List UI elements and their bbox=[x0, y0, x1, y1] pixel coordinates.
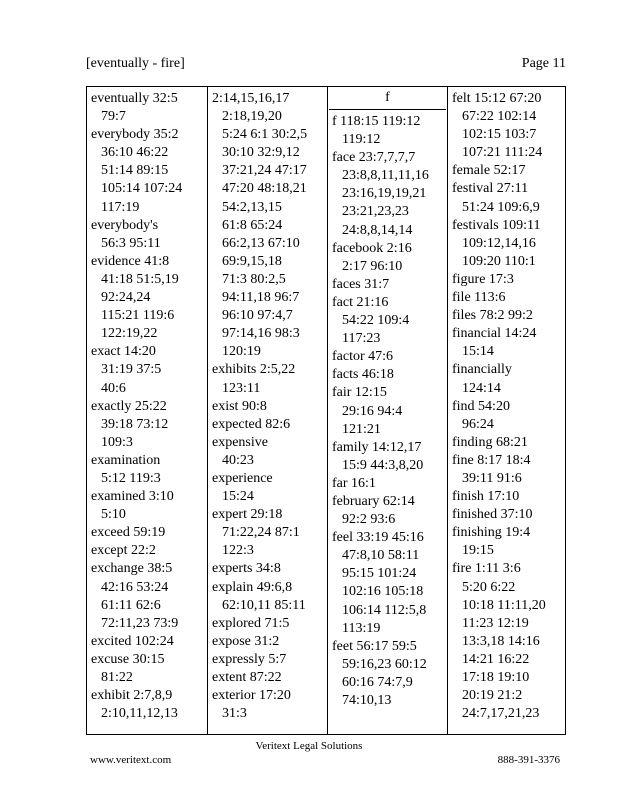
index-entry bbox=[452, 398, 567, 434]
index-entry bbox=[91, 560, 207, 632]
index-page-refs: 66:2,13 67:10 bbox=[222, 235, 300, 251]
index-term: feet 56:17 59:5 bbox=[332, 638, 417, 654]
index-term: exceed 59:19 bbox=[91, 525, 166, 541]
index-page-refs: 106:14 112:5,8 bbox=[342, 602, 427, 618]
index-page-refs: 42:16 53:24 bbox=[101, 579, 169, 595]
index-term: finishing 19:4 bbox=[452, 525, 531, 541]
index-term: face 23:7,7,7,7 bbox=[332, 150, 416, 166]
index-page-refs: 120:19 bbox=[222, 344, 261, 360]
index-page-refs: 109:12,14,16 bbox=[462, 235, 536, 251]
index-page-refs: 10:18 11:11,20 bbox=[462, 597, 546, 613]
index-term: experts 34:8 bbox=[212, 561, 281, 577]
index-entry bbox=[332, 475, 447, 493]
index-term: file 113:6 bbox=[452, 290, 506, 306]
index-entry bbox=[212, 90, 327, 361]
index-term: finished 37:10 bbox=[452, 507, 533, 523]
index-page-refs: 123:11 bbox=[222, 380, 261, 396]
index-entry bbox=[212, 416, 327, 434]
index-page-refs: 36:10 46:22 bbox=[101, 145, 169, 161]
index-term: explored 71:5 bbox=[212, 615, 290, 631]
index-page-refs: 39:18 73:12 bbox=[101, 416, 169, 432]
index-page-refs: 102:15 103:7 bbox=[462, 127, 537, 143]
index-page-refs: 11:23 12:19 bbox=[462, 615, 529, 631]
index-term: exchange 38:5 bbox=[91, 561, 173, 577]
index-term: find 54:20 bbox=[452, 398, 510, 414]
index-term: excited 102:24 bbox=[91, 633, 174, 649]
index-entry bbox=[212, 506, 327, 560]
index-page-refs: 40:6 bbox=[101, 380, 126, 396]
index-page-refs: 109:20 110:1 bbox=[462, 253, 536, 269]
index-page-refs: 115:21 119:6 bbox=[101, 308, 175, 324]
index-page-refs: 72:11,23 73:9 bbox=[101, 615, 179, 631]
index-entry bbox=[332, 276, 447, 294]
index-entry bbox=[91, 90, 207, 126]
page-number: Page 11 bbox=[521, 56, 566, 71]
index-entry bbox=[212, 560, 327, 578]
index-page-refs: 113:19 bbox=[342, 620, 381, 636]
index-page-refs: 24:7,17,21,23 bbox=[462, 706, 540, 722]
index-term: faces 31:7 bbox=[332, 276, 390, 292]
footer-website: www.veritext.com bbox=[90, 754, 172, 766]
index-entry bbox=[452, 488, 567, 506]
index-term: exist 90:8 bbox=[212, 398, 267, 414]
index-page-refs: 54:2,13,15 bbox=[222, 199, 282, 215]
footer-company: Veritext Legal Solutions bbox=[255, 740, 363, 752]
index-entry bbox=[332, 439, 447, 475]
index-page-refs: 23:8,8,11,11,16 bbox=[342, 168, 429, 184]
index-term: except 22:2 bbox=[91, 543, 156, 559]
index-page-refs: 31:3 bbox=[222, 706, 247, 722]
index-entry bbox=[452, 524, 567, 560]
index-entry bbox=[91, 524, 207, 542]
index-term: excuse 30:15 bbox=[91, 651, 165, 667]
index-term: expected 82:6 bbox=[212, 416, 291, 432]
section-letter-box: f bbox=[329, 87, 446, 110]
index-table bbox=[86, 86, 566, 735]
index-page-refs: 15:24 bbox=[222, 489, 254, 505]
index-entry bbox=[452, 452, 567, 488]
index-column-2 bbox=[208, 87, 327, 723]
index-term: f 118:15 119:12 bbox=[332, 114, 421, 129]
index-page-refs: 2:18,19,20 bbox=[222, 109, 282, 125]
index-page-refs: 81:22 bbox=[101, 670, 133, 685]
index-term: festival 27:11 bbox=[452, 181, 529, 197]
index-term: expert 29:18 bbox=[212, 507, 283, 523]
index-page-refs: 92:24,24 bbox=[101, 290, 151, 306]
index-page-refs: 119:12 bbox=[342, 132, 381, 148]
index-term: factor 47:6 bbox=[332, 349, 394, 365]
index-page-refs: 31:19 37:5 bbox=[101, 362, 162, 378]
index-page-refs: 5:24 6:1 30:2,5 bbox=[222, 127, 308, 143]
index-entry bbox=[212, 434, 327, 470]
index-page-refs: 39:11 91:6 bbox=[462, 470, 522, 486]
index-page-refs: 5:10 bbox=[101, 507, 126, 523]
index-term: experience bbox=[212, 470, 273, 486]
index-entry bbox=[332, 529, 447, 638]
index-entry bbox=[452, 90, 567, 162]
index-entry bbox=[332, 294, 447, 348]
index-page-refs: 96:24 bbox=[462, 416, 494, 432]
index-entry bbox=[452, 361, 567, 397]
index-page-refs: 2:17 96:10 bbox=[342, 258, 403, 274]
index-term: examination bbox=[91, 452, 161, 468]
index-term: finding 68:21 bbox=[452, 434, 528, 450]
index-entry bbox=[452, 307, 567, 325]
index-term: evidence 41:8 bbox=[91, 253, 170, 269]
index-page-refs: 15:9 44:3,8,20 bbox=[342, 457, 424, 473]
index-term: everybody 35:2 bbox=[91, 127, 179, 143]
index-page-refs: 29:16 94:4 bbox=[342, 403, 403, 419]
index-entry bbox=[91, 542, 207, 560]
index-page-refs: 47:8,10 58:11 bbox=[342, 548, 420, 564]
index-term: expose 31:2 bbox=[212, 633, 280, 649]
index-entry bbox=[91, 398, 207, 452]
index-page-refs: 2:10,11,12,13 bbox=[101, 706, 178, 722]
index-page-refs: 61:8 65:24 bbox=[222, 217, 283, 233]
index-term: exterior 17:20 bbox=[212, 688, 291, 704]
index-term: female 52:17 bbox=[452, 163, 526, 179]
index-page-refs: 14:21 16:22 bbox=[462, 651, 530, 667]
index-term: figure 17:3 bbox=[452, 271, 514, 287]
index-page-refs: 92:2 93:6 bbox=[342, 512, 396, 528]
index-term: examined 3:10 bbox=[91, 489, 174, 505]
index-term: fact 21:16 bbox=[332, 294, 389, 310]
index-page-refs: 30:10 32:9,12 bbox=[222, 145, 300, 161]
index-term: far 16:1 bbox=[332, 475, 376, 491]
index-entry bbox=[452, 434, 567, 452]
index-page-refs: 61:11 62:6 bbox=[101, 597, 161, 613]
index-page-refs: 74:10,13 bbox=[342, 693, 392, 708]
index-page-refs: 59:16,23 60:12 bbox=[342, 656, 427, 672]
index-page-refs: 24:8,8,14,14 bbox=[342, 222, 413, 238]
index-term: exhibit 2:7,8,9 bbox=[91, 688, 173, 704]
index-page-refs: 107:21 111:24 bbox=[462, 145, 543, 161]
index-column-3 bbox=[328, 87, 447, 710]
index-entry bbox=[332, 384, 447, 438]
index-term: exact 14:20 bbox=[91, 344, 156, 360]
index-page-refs: 71:22,24 87:1 bbox=[222, 525, 300, 541]
index-page-refs: 71:3 80:2,5 bbox=[222, 271, 286, 287]
index-entry bbox=[212, 398, 327, 416]
index-column-1 bbox=[87, 87, 207, 723]
index-term: eventually 32:5 bbox=[91, 91, 178, 106]
index-term: files 78:2 99:2 bbox=[452, 308, 533, 324]
index-entry bbox=[332, 113, 447, 149]
index-term: felt 15:12 67:20 bbox=[452, 91, 542, 106]
index-page-refs: 117:23 bbox=[342, 331, 381, 347]
index-page-refs: 5:20 6:22 bbox=[462, 579, 516, 595]
index-page-refs: 41:18 51:5,19 bbox=[101, 271, 179, 287]
index-page-refs: 47:20 48:18,21 bbox=[222, 181, 307, 197]
index-entry bbox=[212, 669, 327, 687]
index-page-refs: 117:19 bbox=[101, 199, 140, 215]
index-page-refs: 5:12 119:3 bbox=[101, 470, 161, 486]
index-page-refs: 13:3,18 14:16 bbox=[462, 633, 540, 649]
index-entry bbox=[212, 687, 327, 723]
index-entry bbox=[452, 180, 567, 216]
index-entry bbox=[452, 560, 567, 723]
index-page-refs: 51:24 109:6,9 bbox=[462, 199, 540, 215]
index-page-refs: 95:15 101:24 bbox=[342, 566, 417, 582]
index-page-refs: 19:15 bbox=[462, 543, 494, 559]
index-term: 2:14,15,16,17 bbox=[212, 91, 290, 106]
index-entry bbox=[91, 253, 207, 343]
index-term: extent 87:22 bbox=[212, 670, 282, 685]
index-page-refs: 15:14 bbox=[462, 344, 494, 360]
index-page-refs: 54:22 109:4 bbox=[342, 313, 410, 329]
index-page-refs: 23:16,19,19,21 bbox=[342, 186, 427, 202]
index-term: fair 12:15 bbox=[332, 385, 387, 401]
index-entry bbox=[212, 615, 327, 633]
index-page-refs: 37:21,24 47:17 bbox=[222, 163, 307, 179]
index-term: fine 8:17 18:4 bbox=[452, 452, 531, 468]
index-page-refs: 121:21 bbox=[342, 421, 381, 437]
index-entry bbox=[452, 289, 567, 307]
index-page-refs: 124:14 bbox=[462, 380, 501, 396]
index-entry bbox=[332, 366, 447, 384]
index-entry bbox=[212, 633, 327, 651]
index-term: expressly 5:7 bbox=[212, 651, 287, 667]
index-page-refs: 102:16 105:18 bbox=[342, 584, 424, 600]
index-term: facts 46:18 bbox=[332, 367, 394, 383]
index-page-refs: 122:3 bbox=[222, 543, 254, 559]
index-page-refs: 94:11,18 96:7 bbox=[222, 290, 300, 306]
index-entry bbox=[332, 638, 447, 710]
page-header-range: [eventually - fire] bbox=[86, 56, 185, 71]
index-entry bbox=[212, 470, 327, 506]
index-page-refs: 96:10 97:4,7 bbox=[222, 308, 293, 324]
index-entry bbox=[91, 217, 207, 253]
index-page-refs: 51:14 89:15 bbox=[101, 163, 169, 179]
index-page-refs: 56:3 95:11 bbox=[101, 235, 161, 251]
index-term: financially bbox=[452, 362, 512, 378]
index-entry bbox=[91, 687, 207, 723]
index-term: explain 49:6,8 bbox=[212, 579, 293, 595]
index-page-refs: 109:3 bbox=[101, 434, 133, 450]
index-column-4 bbox=[448, 87, 567, 723]
index-entry bbox=[332, 149, 447, 239]
index-page-refs: 20:19 21:2 bbox=[462, 688, 523, 704]
index-entry bbox=[91, 126, 207, 216]
index-term: fire 1:11 3:6 bbox=[452, 561, 521, 577]
index-page-refs: 17:18 19:10 bbox=[462, 670, 530, 685]
index-entry bbox=[452, 271, 567, 289]
index-entry bbox=[91, 633, 207, 651]
index-term: feel 33:19 45:16 bbox=[332, 530, 424, 546]
index-page-refs: 69:9,15,18 bbox=[222, 253, 282, 269]
index-entry bbox=[452, 506, 567, 524]
index-page-refs: 60:16 74:7,9 bbox=[342, 674, 413, 690]
index-page-refs: 105:14 107:24 bbox=[101, 181, 183, 197]
index-entry bbox=[91, 651, 207, 687]
index-entry bbox=[212, 361, 327, 397]
index-page-refs: 67:22 102:14 bbox=[462, 109, 537, 125]
index-entry bbox=[452, 162, 567, 180]
index-page-refs: 62:10,11 85:11 bbox=[222, 597, 306, 613]
index-term: everybody's bbox=[91, 217, 159, 233]
index-term: exhibits 2:5,22 bbox=[212, 362, 296, 378]
index-term: exactly 25:22 bbox=[91, 398, 167, 414]
index-page-refs: 122:19,22 bbox=[101, 326, 158, 342]
index-page-refs: 79:7 bbox=[101, 109, 126, 125]
index-term: expensive bbox=[212, 434, 268, 450]
index-entry bbox=[452, 217, 567, 271]
index-entry bbox=[212, 651, 327, 669]
index-entry bbox=[332, 348, 447, 366]
index-entry bbox=[91, 488, 207, 524]
index-term: facebook 2:16 bbox=[332, 240, 412, 256]
footer-phone: 888-391-3376 bbox=[497, 754, 560, 766]
index-page-refs: 23:21,23,23 bbox=[342, 204, 409, 220]
index-entry bbox=[332, 493, 447, 529]
index-page-refs: 40:23 bbox=[222, 452, 254, 468]
index-page-refs: 97:14,16 98:3 bbox=[222, 326, 300, 342]
index-term: financial 14:24 bbox=[452, 326, 537, 342]
index-term: family 14:12,17 bbox=[332, 439, 422, 455]
index-term: finish 17:10 bbox=[452, 489, 520, 505]
index-term: festivals 109:11 bbox=[452, 217, 541, 233]
index-entry bbox=[91, 452, 207, 488]
index-entry bbox=[332, 240, 447, 276]
index-entry bbox=[452, 325, 567, 361]
index-entry bbox=[212, 579, 327, 615]
index-term: february 62:14 bbox=[332, 493, 415, 509]
index-entry bbox=[91, 343, 207, 397]
